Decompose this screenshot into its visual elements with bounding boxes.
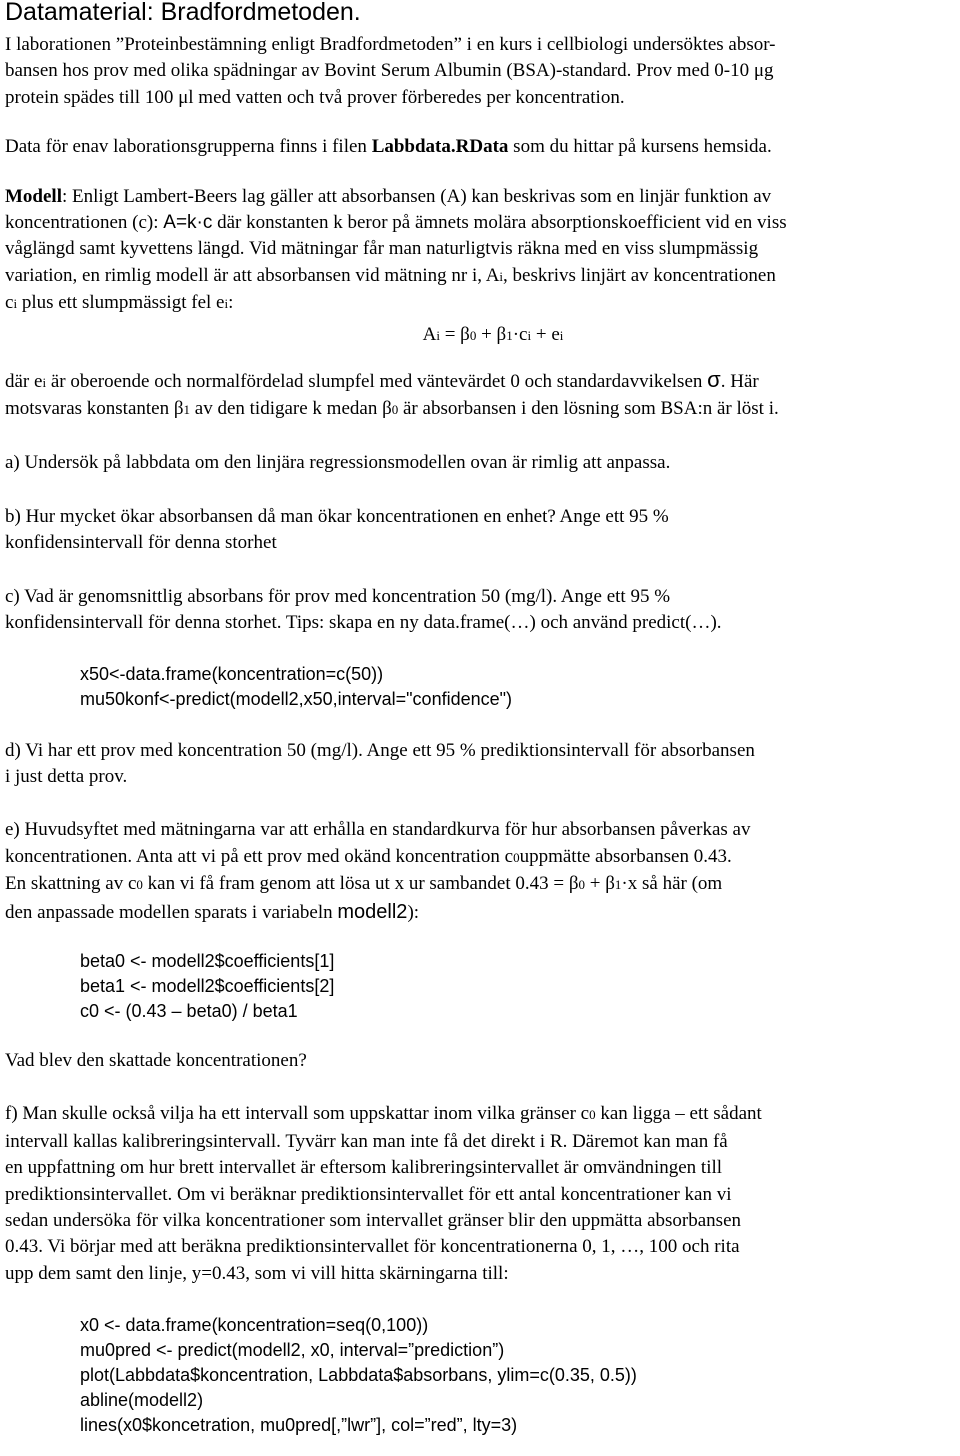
model-explanation: där ei är oberoende och normalfördelad slumpfel med väntevärdet 0 och standardavvikelsen σ. Här motsvaras konstanten β1 av den tidigare k medan β0 är absorbansen i den lösning som BSA:n är löst i. (5, 366, 779, 420)
intro-paragraph (5, 32, 957, 111)
code-line: plot(Labbdata$koncentration, Labbdata$absorbans, ylim=c(0.35, 0.5)) (80, 1365, 637, 1386)
code-line: lines(x0$koncetration, mu0pred[,”lwr”], col=”red”, lty=3) (80, 1415, 518, 1436)
code-line: beta1 <- modell2$coefficients[2] (80, 975, 335, 996)
model-text: variation, en rimlig modell är att absorbansen vid mätning nr i, A (5, 264, 500, 286)
data-file-text-end: som du hittar på kursens hemsida. (508, 136, 772, 158)
sigma-symbol: σ (707, 366, 721, 392)
data-file-text: Data för enav laborationsgrupperna finns i filen (5, 136, 372, 158)
subscript: i (224, 296, 229, 312)
question-b: b) Hur mycket ökar absorbansen då man ökar koncentrationen en enhet? Ange ett 95 % konfidensintervall för denna storhet (5, 505, 669, 554)
variable-name: modell2 (337, 900, 408, 923)
question-e-end: Vad blev den skattade koncentrationen? (5, 1049, 307, 1071)
model-text: våglängd samt kyvettens längd. Vid mätningar får man naturligtvis räkna med en viss slumpmässig (5, 238, 759, 260)
data-file-paragraph (5, 134, 957, 160)
model-text: koncentrationen (c): (5, 212, 164, 234)
question-d: d) Vi har ett prov med koncentration 50 (mg/l). Ange ett 95 % prediktionsintervall för absorbansen i just detta prov. (5, 739, 755, 787)
code-line: x0 <- data.frame(koncentration=seq(0,100)) (80, 1315, 429, 1336)
model-label: Modell (5, 185, 62, 207)
intro-line: protein spädes till 100 μl med vatten och två prover förberedes per koncentration. (5, 86, 625, 108)
data-file-name: Labbdata.RData (371, 136, 509, 158)
document-page (5, 0, 957, 1438)
model-text: plus ett slumpmässigt fel e (17, 292, 225, 314)
code-line: mu50konf<-predict(modell2,x50,interval="confidence") (80, 688, 513, 709)
question-f: f) Man skulle också vilja ha ett intervall som uppskattar inom vilka gränser c0 kan ligga – ett sådant intervall kallas kalibreringsintervall. Tyvärr kan man inte få det direkt i R. Däremot kan man få en uppfattning om hur brett intervallet är eftersom kalibreringsintervallet är omvändningen till prediktionsintervallet. Om vi beräknar prediktionsintervallet för ett antal koncentrationer kan vi sedan undersöka för vilka koncentrationer som intervallet gränser blir den uppmätta absorbansen 0.43. Vi börjar med att beräkna prediktionsintervallet för koncentrationerna 0, 1, …, 100 och rita upp dem samt den linje, y=0.43, som vi vill hitta skärningarna till: (5, 1103, 762, 1284)
model-text: : Enligt Lambert-Beers lag gäller att absorbansen (A) kan beskrivas som en linjär funktion av (62, 185, 772, 207)
model-equation: A=k·c (163, 212, 213, 234)
code-line: c0 <- (0.43 – beta0) / beta1 (80, 1000, 298, 1021)
code-block-c (80, 662, 957, 712)
subscript: i (13, 296, 18, 312)
subscript: i (499, 268, 504, 284)
intro-line: bansen hos prov med olika spädningar av Bovint Serum Albumin (BSA)-standard. Prov med 0-10 μg (5, 60, 774, 82)
code-line: beta0 <- modell2$coefficients[1] (80, 950, 335, 971)
document-title: Datamaterial: Bradfordmetoden. (5, 0, 361, 26)
question-a: a) Undersök på labbdata om den linjära regressionsmodellen ovan är rimlig att anpassa. (5, 452, 671, 474)
code-block-e (80, 949, 957, 1024)
code-line: abline(modell2) (80, 1390, 204, 1411)
code-block-f (80, 1313, 957, 1438)
model-text: : (228, 292, 234, 314)
question-e: e) Huvudsyftet med mätningarna var att erhålla en standardkurva för hur absorbansen påverkas av koncentrationen. Anta att vi på ett prov med okänd koncentration c0uppmätte absorbansen 0.43. En skattning av c0 kan vi få fram genom att lösa ut x ur sambandet 0.43 = β0 + β1·x så här (om den anpassade modellen sparats i variabeln modell2): (5, 819, 751, 923)
model-paragraph (5, 184, 957, 318)
regression-formula: Ai = β0 + β1·ci + ei (422, 323, 564, 345)
model-text: , beskrivs linjärt av koncentrationen (503, 264, 776, 286)
code-line: x50<-data.frame(koncentration=c(50)) (80, 663, 384, 684)
intro-line: I laborationen ”Proteinbestämning enligt Bradfordmetoden” i en kurs i cellbiologi undersöktes absor- (5, 34, 776, 55)
question-c: c) Vad är genomsnittlig absorbans för prov med koncentration 50 (mg/l). Ange ett 95 % konfidensintervall för denna storhet. Tips: skapa en ny data.frame(…) och använd predict(…). (5, 585, 722, 634)
code-line: mu0pred <- predict(modell2, x0, interval=”prediction”) (80, 1340, 505, 1361)
model-text: c (5, 292, 14, 314)
model-text: där konstanten k beror på ämnets molära absorptionskoefficient vid en viss (212, 212, 787, 234)
